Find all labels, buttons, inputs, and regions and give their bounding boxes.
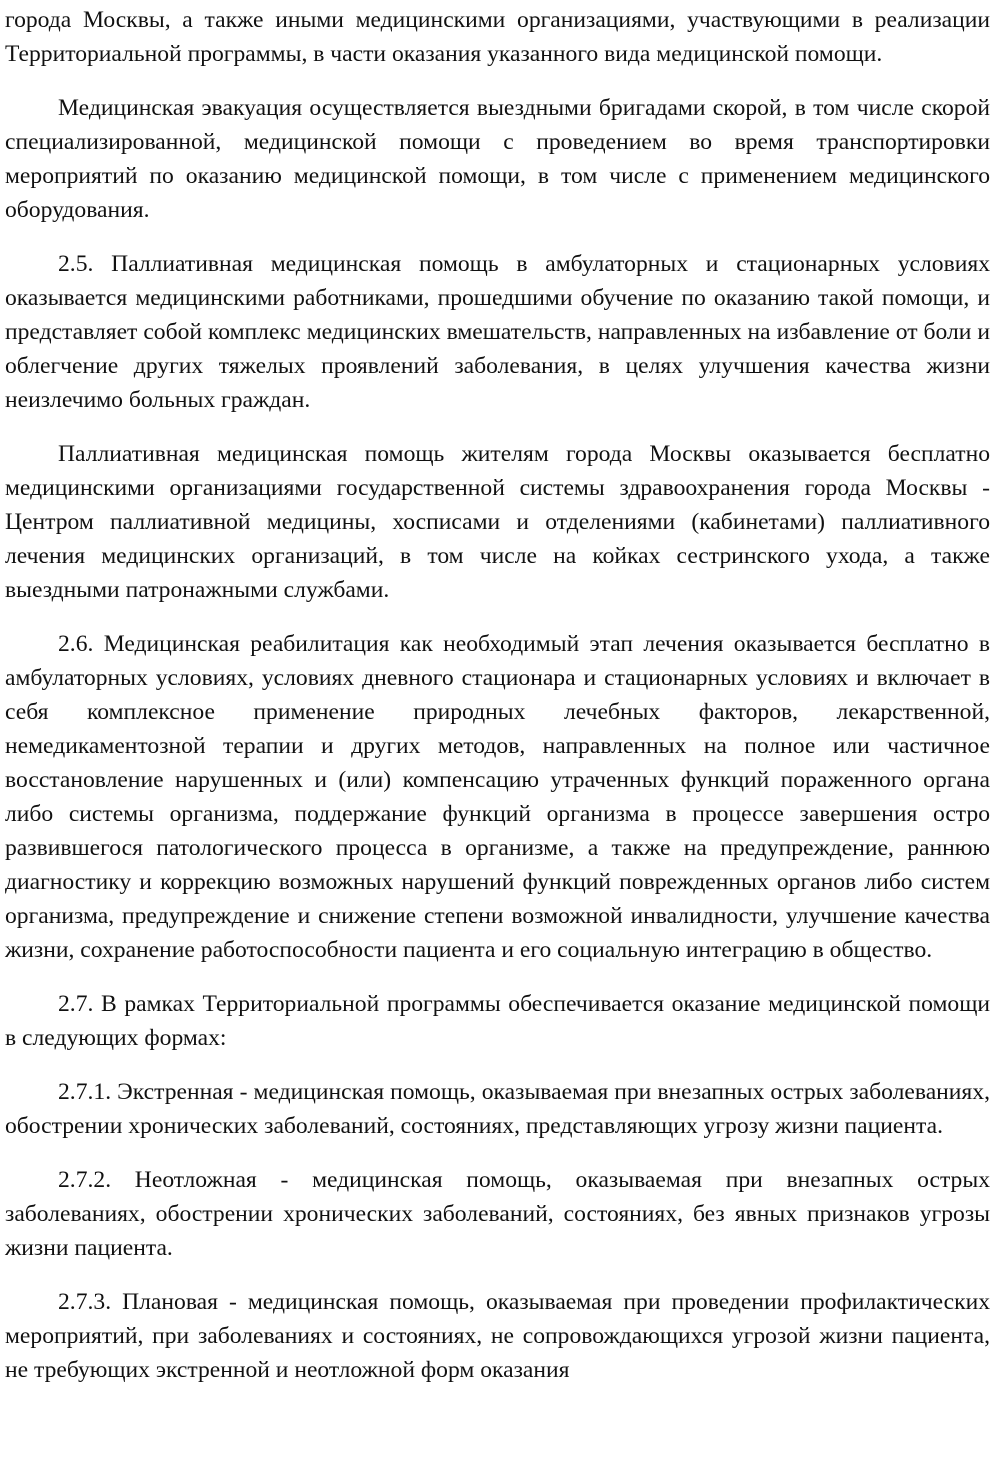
paragraph-2-5-palliative-care: 2.5. Паллиативная медицинская помощь в амбулаторных и стационарных условиях оказывается медицинскими работниками, прошедшими обучение по оказанию такой помощи, и представляет собой комплекс медицинских вмешательств, направленных на избавление от боли и облегчение других тяжелых проявлений заболевания, в целях улучшения качества жизни неизлечимо больных граждан. — [5, 251, 990, 413]
paragraph-2-7-2-urgent: 2.7.2. Неотложная - медицинская помощь, оказываемая при внезапных острых заболеваниях, обострении хронических заболеваний, состояниях, без явных признаков угрозы жизни пациента. — [5, 1167, 990, 1261]
paragraph-2-7-3-planned: 2.7.3. Плановая - медицинская помощь, оказываемая при проведении профилактических мероприятий, при заболеваниях и состояниях, не сопровождающихся угрозой жизни пациента, не требующих экстренной и неотложной форм оказания — [5, 1289, 990, 1383]
paragraph-palliative-organizations: Паллиативная медицинская помощь жителям города Москвы оказывается бесплатно медицинскими организациями государственной системы здравоохранения города Москвы - Центром паллиативной медицины, хосписами и отделениями (кабинетами) паллиативного лечения медицинских организаций, в том числе на койках сестринского ухода, а также выездными патронажными службами. — [5, 441, 990, 603]
paragraph-medical-evacuation: Медицинская эвакуация осуществляется выездными бригадами скорой, в том числе скорой специализированной, медицинской помощи с проведением во время транспортировки мероприятий по оказанию медицинской помощи, в том числе с применением медицинского оборудования. — [5, 95, 990, 223]
paragraph-2-6-rehabilitation: 2.6. Медицинская реабилитация как необходимый этап лечения оказывается бесплатно в амбулаторных условиях, условиях дневного стационара и стационарных условиях и включает в себя комплексное применение природных лечебных факторов, лекарственной, немедикаментозной терапии и других методов, направленных на полное или частичное восстановление нарушенных и (или) компенсацию утраченных функций пораженного органа либо системы организма, поддержание функций организма в процессе завершения остро развившегося патологического процесса в организме, а также на предупреждение, раннюю диагностику и коррекцию возможных нарушений функций поврежденных органов либо систем организма, предупреждение и снижение степени возможной инвалидности, улучшение качества жизни, сохранение работоспособности пациента и его социальную интеграцию в общество. — [5, 631, 990, 963]
paragraph-continuation: города Москвы, а также иными медицинскими организациями, участвующими в реализации Территориальной программы, в части оказания указанного вида медицинской помощи. — [5, 7, 990, 67]
paragraph-2-7-1-emergency: 2.7.1. Экстренная - медицинская помощь, оказываемая при внезапных острых заболеваниях, обострении хронических заболеваний, состояниях, представляющих угрозу жизни пациента. — [5, 1079, 990, 1139]
paragraph-2-7-forms: 2.7. В рамках Территориальной программы обеспечивается оказание медицинской помощи в следующих формах: — [5, 991, 990, 1051]
